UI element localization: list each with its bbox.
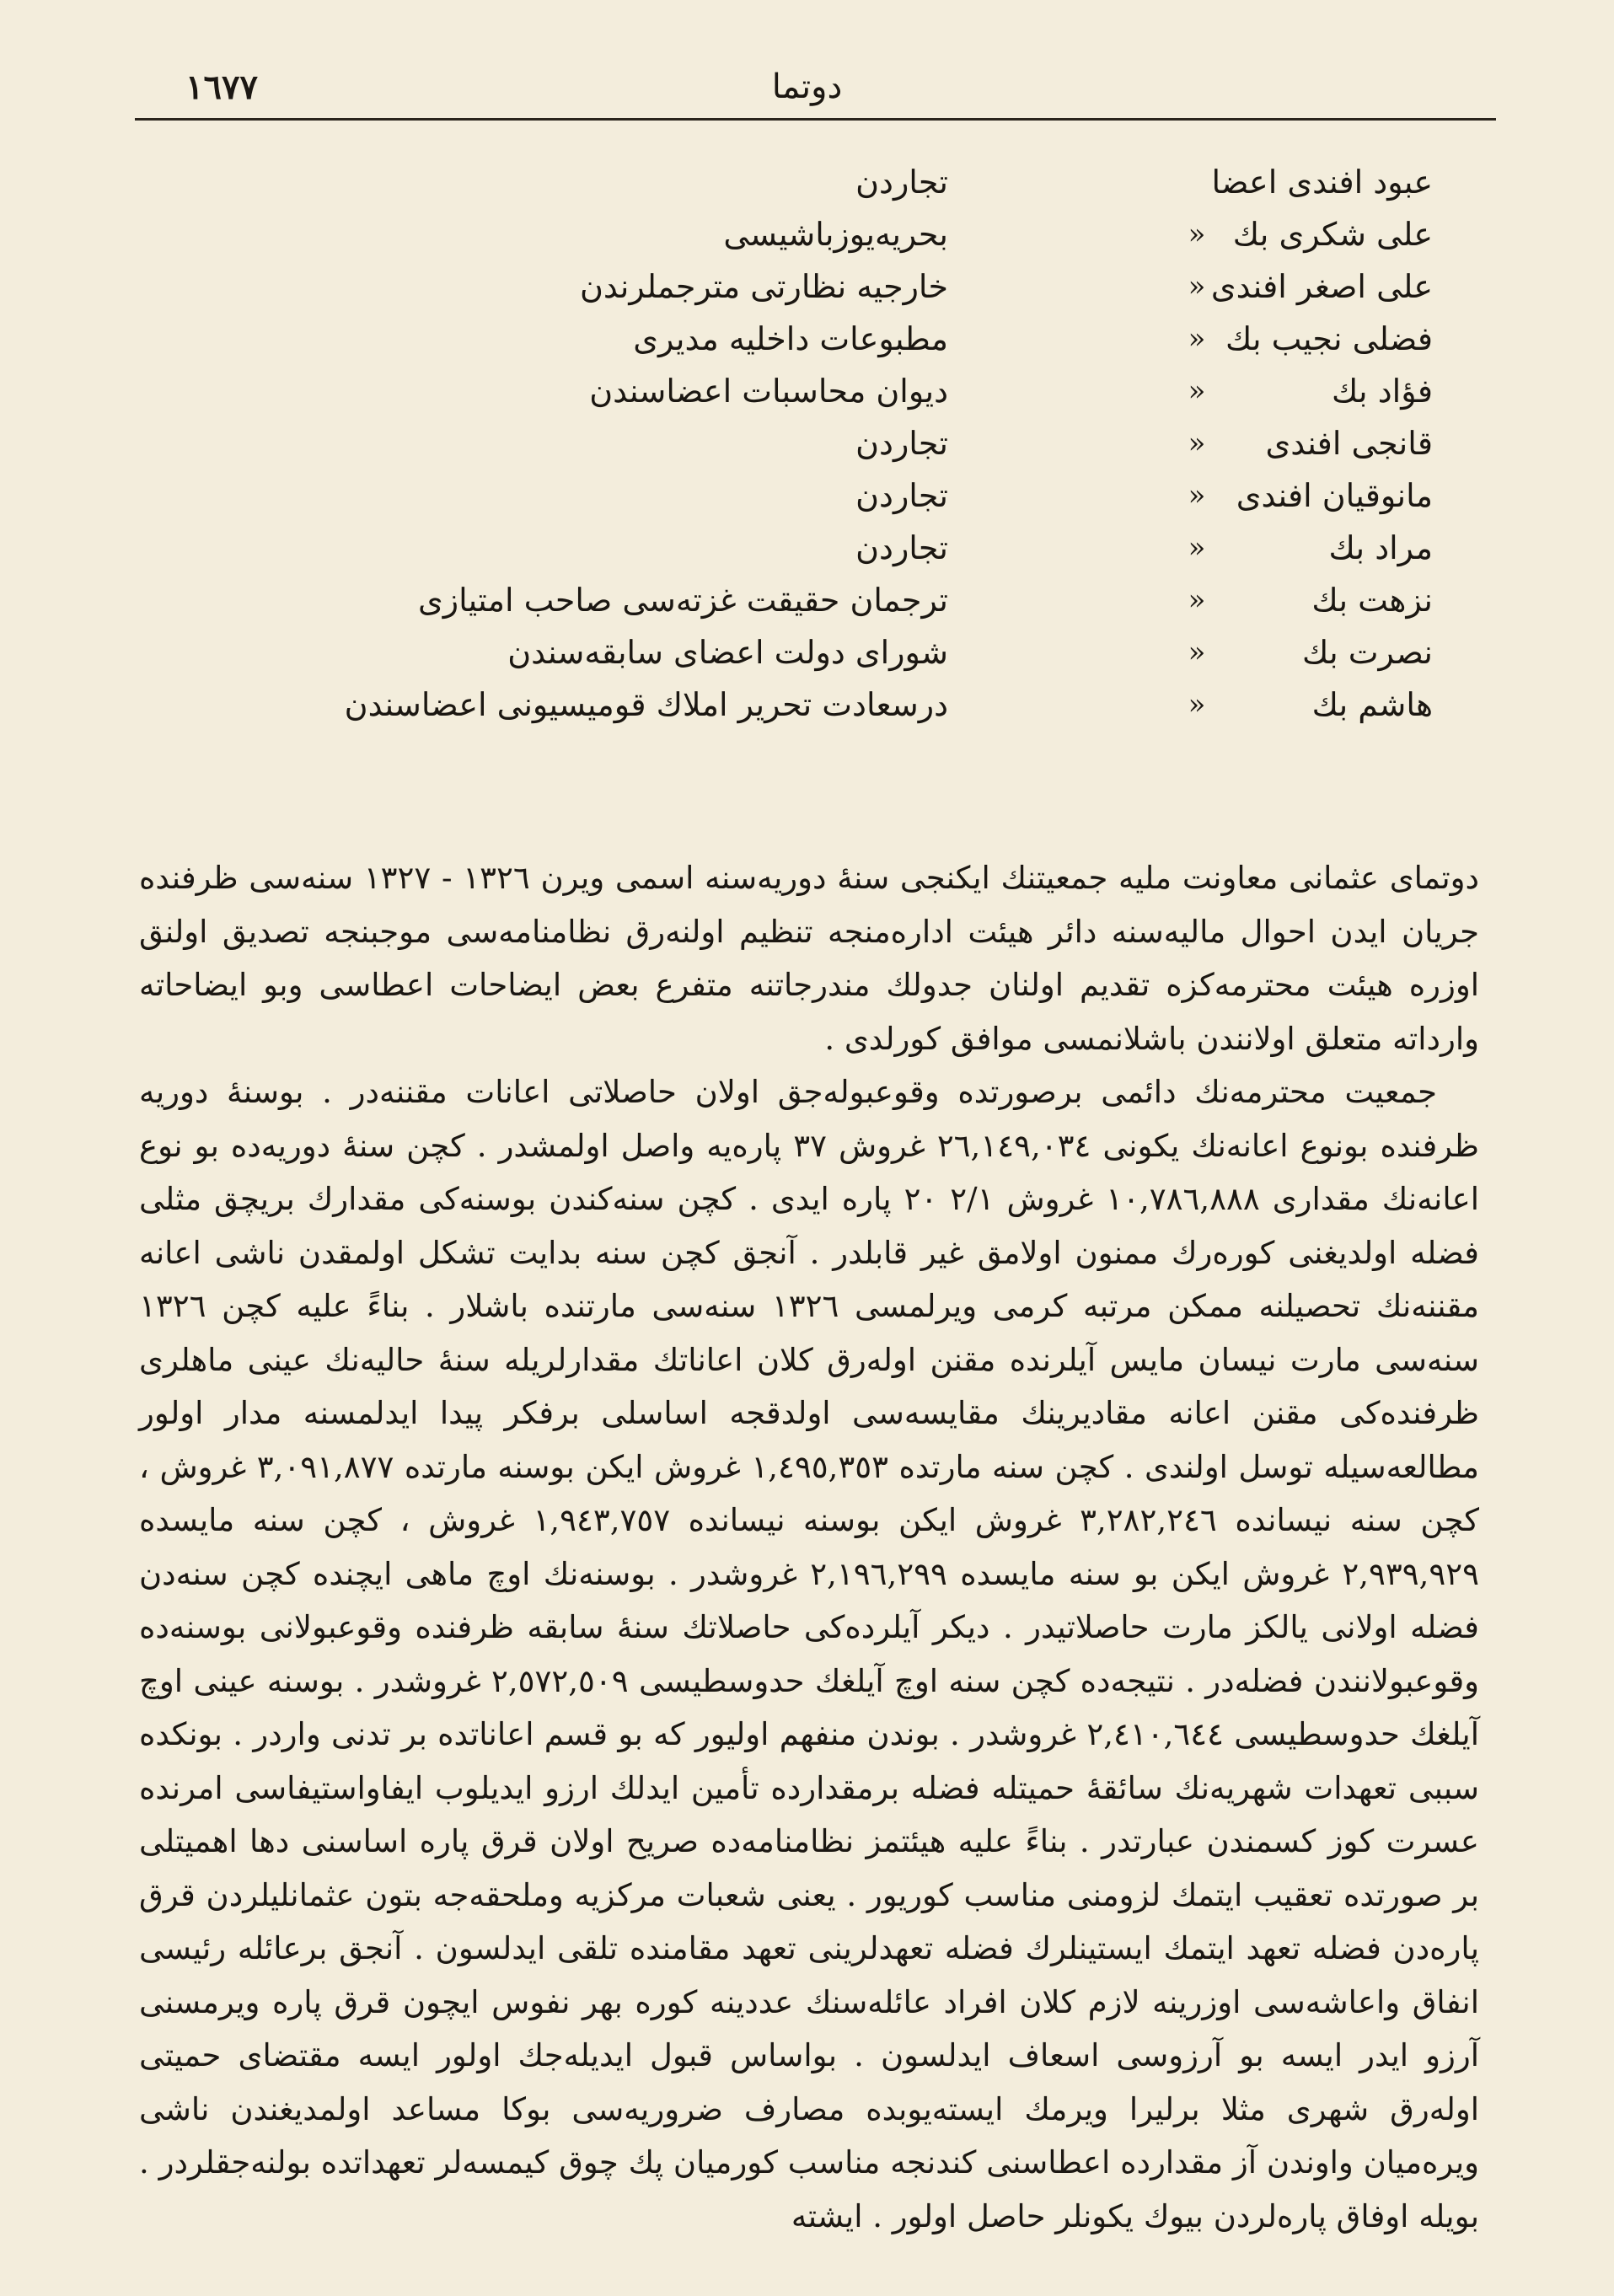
member-name: علی شکری بك [1232, 216, 1433, 253]
member-name: فضلی نجیب بك [1225, 320, 1433, 357]
member-name: فؤاد بك [1332, 373, 1433, 410]
page-number: ١٦٧٧ [185, 67, 258, 107]
member-row [0, 417, 1614, 469]
member-role: دیوان محاسبات اعضاسندن [589, 373, 948, 410]
page-header [126, 67, 1488, 118]
member-row [0, 313, 1614, 365]
ditto-mark: « [1188, 583, 1206, 617]
ditto-mark: « [1188, 374, 1206, 408]
ditto-mark: « [1188, 217, 1206, 251]
member-name: نصرت بك [1302, 634, 1433, 671]
member-row [0, 365, 1614, 417]
member-row [0, 208, 1614, 260]
member-row [0, 469, 1614, 522]
member-name: نزهت بك [1311, 582, 1433, 619]
member-name: قانجی افندی [1265, 425, 1433, 462]
paragraph-intro: دوتمای عثمانی معاونت ملیه جمعیتنك ایكنجی سنهٔ دوریه‌سنه اسمی ویرن ١٣٢٦ - ١٣٢٧ سنه‌سی ظرفنده جریان ایدن احوال مالیه‌سنه دائر هیئت اداره‌منجه تنظیم اولنه‌رق نظامنامه‌سی موجبنجه تصدیق اولنق اوزره هیئت محترمه‌كزه تقدیم اولنان جدولك مندرجاتنه متفرع بعض ایضاحات اعطاسی وبو ایضاحاته وارداته متعلق اولانندن باشلانمسی موافق كورلدی . [139, 860, 1479, 1057]
member-row [0, 260, 1614, 313]
member-role: بحریه‌یوزباشیسی [723, 216, 948, 253]
member-role: شورای دولت اعضای سابقه‌سندن [507, 634, 948, 671]
ditto-mark: « [1188, 531, 1206, 565]
member-role: تجاردن [855, 477, 948, 514]
member-role: تجاردن [855, 164, 948, 201]
ditto-mark: « [1188, 479, 1206, 512]
ditto-mark: « [1188, 688, 1206, 722]
member-role: تجاردن [855, 529, 948, 566]
ditto-mark: « [1188, 426, 1206, 460]
ditto-mark: « [1188, 270, 1206, 303]
member-role: خارجیه نظارتی مترجملرندن [579, 268, 948, 305]
member-role: تجاردن [855, 425, 948, 462]
paragraph-donations: جمعیت محترمه‌نك دائمی برصورتده وقوعبوله‌جق اولان حاصلاتی اعانات مقننه‌در . بوسنهٔ دوریه ظرفنده بونوع اعانه‌نك یكونی ٢٦,١٤٩,٠٣٤ غروش ٣٧ پاره‌یه واصل اولمشدر . كچن سنهٔ دوریه‌ده بو نوع اعانه‌نك مقداری ١٠,٧٨٦,٨٨٨ غروش ٢/١ ٢٠ پاره ایدی . كچن سنه‌كندن بوسنه‌كی مقدارك بریچق مثلی فضله اولدیغنی كوره‌رك ممنون اولامق غیر قابلدر . آنجق كچن سنه بدایت تشكل اولمقدن ناشی اعانه مقننه‌نك تحصیلنه ممكن مرتبه كرمی ویرلمسی ١٣٢٦ سنه‌سی مارتنده باشلار . بناءً علیه كچن ١٣٢٦ سنه‌سی مارت نیسان مایس آیلرنده مقنن اوله‌رق كلان اعاناتك مقدارلریله سنهٔ حالیه‌نك عینی ماهلری ظرفنده‌كی مقنن اعانه مقادیرینك مقایسه‌سی اولدقجه اساسلی برفكر پیدا ایدلمسنه مدار اولور مطالعه‌سیله توسل اولندی . كچن سنه مارتده ١,٤٩٥,٣٥٣ غروش ایكن بوسنه مارتده ٣,٠٩١,٨٧٧ غروش ، كچن سنه نیسانده ٣,٢٨٢,٢٤٦ غروش ایكن بوسنه نیسانده ١,٩٤٣,٧٥٧ غروش ، كچن سنه مایسده ٢,٩٣٩,٩٢٩ غروش ایكن بو سنه مایسده ٢,١٩٦,٢٩٩ غروشدر . بوسنه‌نك اوچ ماهی ایچنده كچن سنه‌دن فضله اولانی یالكز مارت حاصلاتیدر . دیكر آیلرده‌كی حاصلاتك سنهٔ سابقه ظرفنده وقوعبولانی بوسنه‌ده وقوعبولانندن فضله‌در . نتیجه‌ده كچن سنه اوچ آیلغك حدوسطیسی ٢,٥٧٢,٥٠٩ غروشدر . بوسنه عینی اوچ آیلغك حدوسطیسی ٢,٤١٠,٦٤٤ غروشدر . بوندن منفهم اولیور كه بو قسم اعاناتده بر تدنی واردر . بونكده سببی تعهدات شهریه‌نك سائقهٔ حمیتله فضله برمقدارده تأمین ایدلك ارزو ایدیلوب ایفاواستیفاسی امرنده عسرت كوز كسمندن عبارتدر . بناءً علیه هیئتمز نظامنامه‌ده صریح اولان قرق پاره اساسنی دها اهمیتلی بر صورتده تعقیب ایتمك لزومنی مناسب كوریور . یعنی شعبات مركزیه وملحقه‌جه بتون عثمانلیلردن قرق پاره‌دن فضله تعهد ایتمك ایستینلرك فضله تعهدلرینی تعهد مقامنده تلقی ایدلسون . آنجق برعائله رئیسی انفاق واعاشه‌سی اوزرینه لازم كلان افراد عائله‌سنك عددینه كوره بهر نفوس ایچون قرق پاره ویرمسنی آرزو ایدر ایسه بو آرزوسی اسعاف ایدلسون . بواساس قبول ایدیله‌جك اولور ایسه مقتضای حمیتی اوله‌رق شهری مثلا برلیرا ویرمك ایسته‌یوبده مصارف ضروریه‌سی بوكا مساعد اولمدیغندن ناشی ویره‌میان واوندن آز مقدارده اعطاسنی كندنجه مناسب كورمیان پك چوق كیمسه‌لر تعهداتده بولنه‌جقلردر . بویله اوفاق پاره‌لردن بیوك یكونلر حاصل اولور . ایشته [139, 1074, 1479, 2234]
member-name: هاشم بك [1311, 686, 1433, 723]
body-text [139, 851, 1479, 2243]
member-role: مطبوعات داخلیه مدیری [633, 320, 948, 357]
member-list [0, 156, 1614, 763]
ditto-mark: « [1188, 322, 1206, 356]
member-name: مانوقیان افندی [1236, 477, 1433, 514]
running-head: دوتما [771, 67, 843, 106]
member-name: عبود افندی اعضا [1211, 164, 1433, 201]
member-row [0, 574, 1614, 626]
member-row [0, 156, 1614, 208]
ditto-mark: « [1188, 636, 1206, 669]
member-row [0, 522, 1614, 574]
member-role: درسعادت تحریر املاك قومیسیونی اعضاسندن [344, 686, 948, 723]
member-role: ترجمان حقیقت غزته‌سی صاحب امتیازی [418, 582, 948, 619]
member-name: علی اصغر افندی [1210, 268, 1433, 305]
member-name: مراد بك [1328, 529, 1433, 566]
member-row [0, 679, 1614, 731]
header-rule [135, 118, 1496, 121]
member-row [0, 626, 1614, 679]
